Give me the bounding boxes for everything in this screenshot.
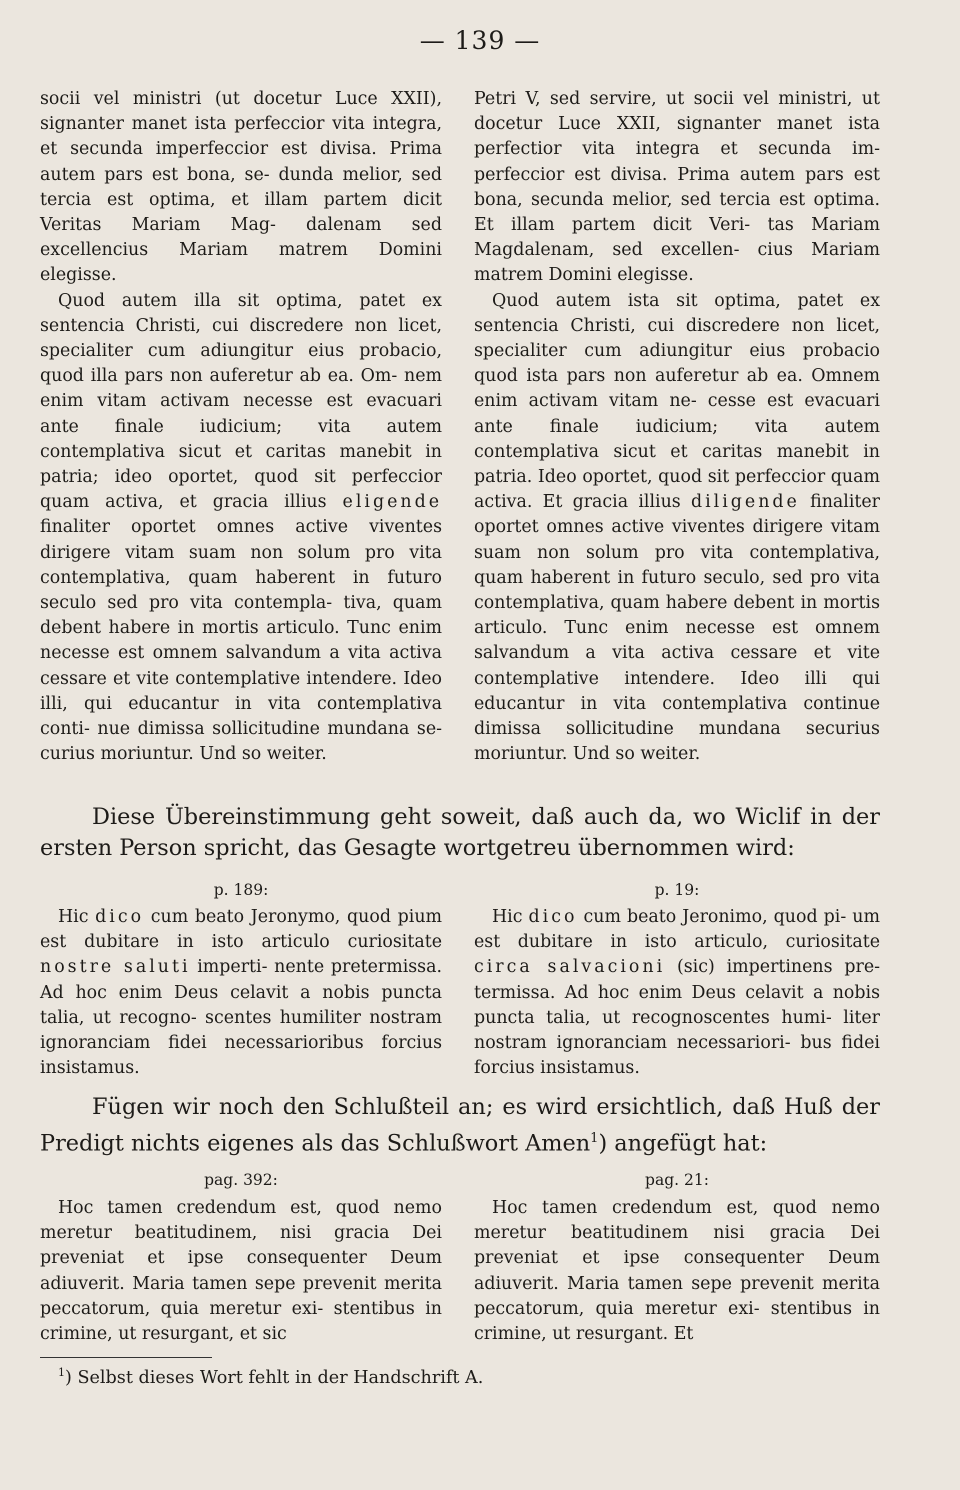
spaced-word: eligende <box>342 492 442 513</box>
left-column-latin-2: Hic dico cum beato Jeronymo, quod pium est dubitare in isto articulo curiositate nostre saluti imperti- nente pretermissa. Ad hoc enim Deus celavit a nobis puncta talia, ut recogno- scentes humiliter nostram ignoranciam fidei necessarioribus forcius insistamus. <box>40 907 443 1079</box>
paragraph: socii vel ministri (ut docetur Luce XXII), signanter manet ista perfeccior vita integra, et secunda imperfeccior est divisa. Prima autem pars est bona, se- dunda melior, sed tercia est optima, et illam partem dicit Veritas Mariam Mag- dalenam sed excellencius Mariam matrem Domini elegisse. <box>40 89 442 286</box>
footnote-ref: 1 <box>590 1131 599 1146</box>
footnote-rule <box>40 1357 212 1358</box>
right-page-ref: p. 19: <box>654 881 700 899</box>
left-column-latin-1 <box>40 87 442 767</box>
paragraph: Quod autem illa sit optima, patet ex sentencia Christi, cui discredere non licet, specialiter cum adiungitur eius probacio, quod illa pars non auferetur ab ea. Om- nem enim vitam activam necesse est evacuari ante finale iudicium; vita autem contemplativa sicut et caritas manebit in patria; ideo oportet, quod sit perfeccior quam activa, et gracia illius eligende finaliter oportet omnes active viventes dirigere vitam suam non solum pro vita contemplativa, quam haberent in futuro seculo sed pro vita contempla- tiva, quam debent habere in mortis articulo. Tunc enim necesse est omnem salvandum a vita activa cessare et vite contemplative intendere. Ideo illi, qui educantur in vita contemplativa conti- nue dimissa sollicitudine mundana se- curius moriuntur. Und so weiter. <box>40 290 442 765</box>
right-page-ref: pag. 21: <box>645 1171 709 1189</box>
right-column-latin-1 <box>474 87 880 767</box>
paragraph: Quod autem ista sit optima, patet ex sentencia Christi, cui discredere non licet, specialiter cum adiungitur eius probacio quod ista pars non auferetur ab ea. Omnem enim activam vitam ne- cesse est evacuari ante finale iudicium; vita autem contemplativa sicut et caritas manebit in patria. Ideo oportet, quod sit perfeccior quam activa. Et gracia illius diligende finaliter oportet omnes active viventes dirigere vitam suam non solum pro vita contemplativa, quam haberent in futuro seculo, sed pro vita contemplativa, quam habere debent in mortis articulo. Tunc enim necesse est omnem salvandum a vita activa cessare et vite contemplative intendere. Ideo illi qui educantur in vita contemplativa continue dimissa sollicitudine mundana securius moriuntur. Und so weiter. <box>474 290 880 765</box>
german-paragraph-1: Diese Übereinstimmung geht soweit, daß auch da, wo Wiclif in der ersten Person spricht, das Gesagte wortgetreu übernommen wird: <box>40 804 880 861</box>
left-page-ref: pag. 392: <box>204 1171 278 1189</box>
left-column-latin-3: Hoc tamen credendum est, quod nemo meretur beatitudinem, nisi gracia Dei preveniat et ipse consequenter Deum adiuverit. Maria tamen sepe prevenit merita peccatorum, quia meretur exi- stentibus in crimine, ut resurgant, et sic <box>40 1198 442 1345</box>
paragraph: Petri V, sed servire, ut socii vel ministri, ut docetur Luce XXII, signanter manet ista perfectior vita integra et secunda im- perfeccior est divisa. Prima autem pars est bona, secunda melior, sed tercia est optima. Et illam partem dicit Veri- tas Mariam Magdalenam, sed excellen- cius Mariam matrem Domini elegisse. <box>474 89 880 286</box>
spaced-word: diligende <box>690 492 800 513</box>
right-column-latin-2: Hic dico cum beato Jeronimo, quod pi- um est dubitare in isto articulo, curiositate circa salvacioni (sic) impertinens pre- termissa. Ad hoc enim Deus celavit a nobis puncta talia, ut recognoscentes humi- liter nostram ignoranciam necessariori- bus fidei forcius insistamus. <box>474 907 880 1079</box>
left-page-ref: p. 189: <box>213 881 269 899</box>
right-column-latin-3: Hoc tamen credendum est, quod nemo meretur beatitudinem nisi gracia Dei preveniat et ipse consequenter Deum adiuverit. Maria tamen sepe prevenit merita peccatorum, quia meretur exi- stentibus in crimine, ut resurgant. Et <box>474 1198 880 1345</box>
footnote: $^1$) Selbst dieses Wort fehlt in der Handschrift A. <box>58 1366 484 1388</box>
german-paragraph-2: Fügen wir noch den Schlußteil an; es wird ersichtlich, daß Huß der Predigt nichts eigenes als das Schlußwort Amen$^1$) angefügt hat: <box>40 1094 880 1157</box>
page-number: — 139 — <box>419 26 541 55</box>
